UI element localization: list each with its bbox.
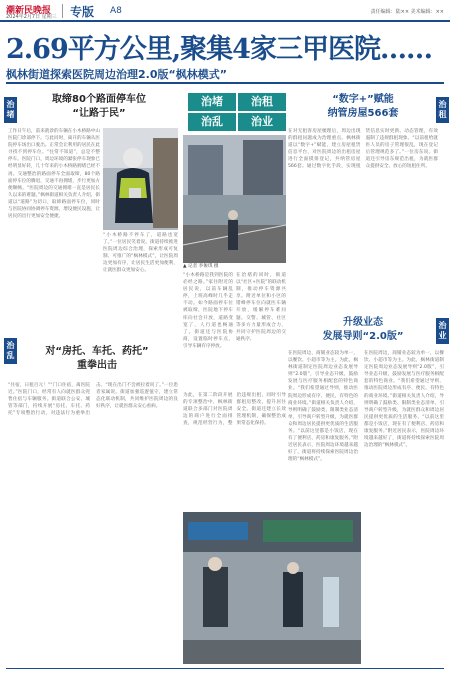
left2-article-text: “住宿，日租百元！”“门口住宿，离医院近。”医院门口，经常有人向就医群众兜售住宿与车辆服务。街道联合公安、城管等部门，持续开展“房托、车托、药托”专项整治行动，对违法行为重拳出击。“现在出门不会被拉着问了。”一位患者家属说。街道加强巡逻值守，建立常态化联动机制，共同维护医院周边的良好秩序，让就医群众安心看病。 xyxy=(8,383,178,417)
right-section2-title xyxy=(290,316,436,344)
mid-article-body-c xyxy=(183,392,286,508)
headline: 2.69平方公里,聚集4家三甲医院…… xyxy=(6,34,432,65)
left2-article-body xyxy=(8,382,178,664)
footer-rule xyxy=(6,668,444,669)
mid-article-text-a: “小木桥路是我到医院的必经之路。”家住附近的居民说，以前车辆乱停，上班高峰时几乎走不动。如今路面停车位被取缔，医院地下停车库向社会开放，道路变宽了，人行道也畅通了。街道还与医院协商，设置临时停车点，引导车辆有序停放。 xyxy=(183,273,233,349)
left-section2-title xyxy=(20,345,174,373)
left-section-title xyxy=(24,93,174,121)
right2-title-line2: 发展导则“2.0版” xyxy=(322,331,404,342)
right-article-body xyxy=(288,128,438,306)
chip-rental: 治租 xyxy=(238,93,286,111)
section-label: 专版 xyxy=(70,5,95,19)
right2-article-body xyxy=(288,350,358,508)
right2-article-text: 在医院周边，商铺业态较为单一，以餐饮、小超市等为主。为此，枫林街道制定医院周边业态发展导则“2.0版”，引导业态升级，鼓励发展与医疗服务相配套的特色商业。“我们希望通过导则，推动医院周边形成有序、便民、有特色的商业环境。”街道相关负责人介绍，导则明确了鼓励类、限制类业态清单，引导商户转型升级，为就医群众和周边居民提供更优质的生活服务。“以前这里都是小饭店，现在有了便利店、药房和康复服务。”附近居民表示，医院周边环境越来越好了，街道将持续探索医院周边治理的“枫林模式”。 xyxy=(288,351,358,463)
photo-street-scene xyxy=(183,135,286,263)
mid-article-body-b xyxy=(236,272,286,388)
mid-article-text-b: 在治堵的同时，街道以“社区+医院”的联动机制，推动停车资源共享。附近单位和小区的错峰停车位向就医车辆开放，缓解停车难问题。交警、城管、社区等多方力量形成合力，共同守护医院周边的交通秩序。 xyxy=(236,273,286,342)
right2-title-line1: 升级业态 xyxy=(343,317,383,328)
left2-title-line1: 对“房托、车托、药托” xyxy=(45,346,149,357)
page-code: A8 xyxy=(110,6,122,16)
dateline: 2024年2月7日 星期三 xyxy=(6,14,57,20)
right-title-line1: “数字+”赋能 xyxy=(332,94,394,105)
left-article-body xyxy=(8,128,100,336)
headline-rule xyxy=(6,82,444,84)
editor-credits: 责任编辑：陆×× 美术编辑：×× xyxy=(370,9,444,15)
page-header xyxy=(0,0,450,22)
left2-title-line2: 重拳出击 xyxy=(77,360,117,371)
right-article-text: 在对无租客房屋梳理后，周边出现的群租问题成为治理重点。枫林街道以“数字+”赋能，建立房屋租赁信息平台，对医院周边的出租房屋进行全面摸排登记，共纳管房屋566套。通过数字化手段，实现租赁信息实时更新、动态管理，有效遏制了违规群租现象。“以前租给就医人员的房子管理很乱，现在登记后管理规范多了。”一位房东说。街道还引导房东规范出租，为就医群众提供安全、放心的短租住所。 xyxy=(288,129,438,170)
subheadline: 枫林街道探索医院周边治理2.0版“枫林模式” xyxy=(6,68,227,81)
chip-traffic: 治堵 xyxy=(188,93,236,111)
left-title-line1: 取缔80个路面停车位 xyxy=(52,94,146,105)
photo-street-scene-graphic xyxy=(183,135,286,263)
section-tag-order: 治乱 xyxy=(4,338,17,364)
photo-traffic-officer xyxy=(103,128,178,230)
mid-article-body-a xyxy=(183,272,233,388)
section-tag-rental: 治租 xyxy=(436,97,449,123)
photo-shop-street-graphic xyxy=(183,512,361,664)
photo-shop-street xyxy=(183,512,361,664)
right-title-line2: 纳管房屋566套 xyxy=(327,108,399,119)
section-tag-traffic: 治堵 xyxy=(4,97,17,123)
section-tag-business: 治业 xyxy=(436,318,449,344)
left-article-continued xyxy=(103,232,178,336)
left-title-line2: “让路于民” xyxy=(72,108,126,119)
left-article-continued-text: “小木桥路不停车了，道路也宽了。”一位居民笑着说。街道持续推进医院周边综合治理，探索形成可复制、可推广的“枫林模式”，让医院周边更加有序，让居民生活更加便利，让就医群众更加安心。 xyxy=(103,233,178,274)
mid-article-text-c: 为此，在第二阶段开展的专项整治中，枫林街道联合多部门对医院周边的商户进行全面排查，规范经营行为，整治违规出租，同时引导群租房整改，提升居住安全。街道还建立长效管理机制，确保整治成果常态化保持。 xyxy=(183,393,286,427)
right2-article-continued-text: 在医院周边，商铺业态较为单一，以餐饮、小超市等为主。为此，枫林街道制定医院周边业态发展导则“2.0版”，引导业态升级，鼓励发展与医疗服务相配套的特色商业。“我们希望通过导则，推动医院周边形成有序、便民、有特色的商业环境。”街道相关负责人介绍，导则明确了鼓励类、限制类业态清单，引导商户转型升级，为就医群众和周边居民提供更优质的生活服务。“以前这里都是小饭店，现在有了便利店、药房和康复服务。”附近居民表示，医院周边环境越来越好了，街道将持续探索医院周边治理的“枫林模式”。 xyxy=(364,351,444,449)
left-article-text: 工作日午后，前来就诊的车辆在小木桥路中山医院门诊部停下。与此同时，离开的车辆从医院停车场出口驶出。正常会让利用的居民在此寻找不到停车位。“往常不知道”，总是不整停车。医院门口，周边环境的紧张停车现象已经明显好转，几十年来的小木桥路拥堵已经不再。交通整治的路面停车全面取缔，80个路面停车位的腾退，交通不再拥堵，步行更加方便顺畅。“医院周边的交通拥堵一直是居民长久以来的难题。”枫林街道相关负责人介绍，街道以“道路”为切口，取缔路面停车位，同时与医院协同协调停车资源，增设便民设施，让居民的出行更加安全便捷。 xyxy=(8,129,100,220)
right2-article-continued xyxy=(364,350,444,664)
photo-traffic-officer-graphic xyxy=(103,128,178,230)
masthead: 潮新民晚报 xyxy=(6,6,52,16)
header-divider xyxy=(62,4,63,18)
chip-order: 治乱 xyxy=(188,113,236,131)
chip-business: 治业 xyxy=(238,113,286,131)
photo-caption: ▲ 记者 李俊琪 摄 xyxy=(183,264,219,269)
right-section-title xyxy=(290,93,436,121)
